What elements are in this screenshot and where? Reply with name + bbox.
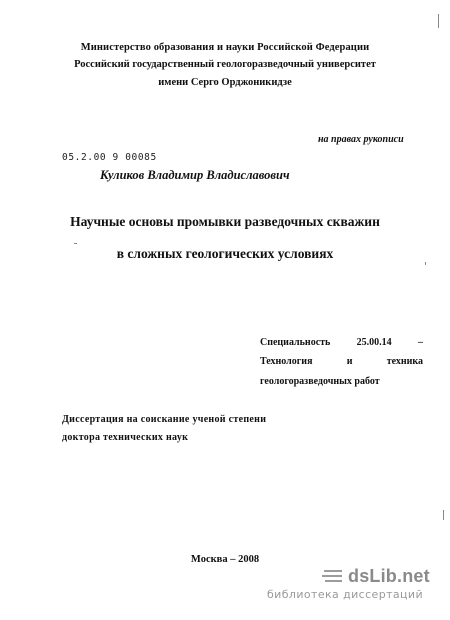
specialty-label: Специальность	[260, 337, 331, 348]
scan-speck	[74, 243, 77, 244]
specialty-line-1	[260, 337, 423, 348]
dissertation-line-2: доктора технических наук	[62, 432, 189, 443]
specialty-line-2	[260, 356, 423, 367]
rights-note: на правах рукописи	[318, 134, 404, 145]
city-year: Москва – 2008	[190, 554, 260, 565]
stamp-number: 05.2.00 9 00085	[62, 152, 157, 163]
watermark-tagline: библиотека диссертаций	[267, 588, 424, 601]
ministry-line: Министерство образования и науки Российской Федерации	[80, 42, 370, 53]
watermark-brand: dsLib.net	[348, 566, 430, 586]
logo-stripes-icon	[322, 567, 344, 587]
watermark-logo	[267, 566, 442, 610]
scan-speck	[443, 510, 444, 520]
university-line: Российский государственный геологоразведочный университет	[74, 59, 376, 70]
specialty-word-technology: Технология	[260, 356, 313, 367]
specialty-word-and: и	[346, 356, 353, 367]
title-line-2: в сложных геологических условиях	[116, 246, 334, 261]
scan-speck	[425, 262, 426, 265]
specialty-word-technique: техника	[386, 356, 423, 367]
author-name: Куликов Владимир Владиславович	[100, 168, 290, 182]
specialty-code: 25.00.14	[356, 337, 392, 348]
specialty-line-3: геологоразведочных работ	[260, 376, 380, 387]
dissertation-line-1: Диссертация на соискание ученой степени	[62, 414, 267, 425]
title-line-1: Научные основы промывки разведочных скважин	[70, 214, 380, 229]
specialty-dash: –	[418, 337, 423, 348]
scan-speck	[438, 14, 439, 28]
named-after-line: имени Серго Орджоникидзе	[158, 77, 292, 88]
